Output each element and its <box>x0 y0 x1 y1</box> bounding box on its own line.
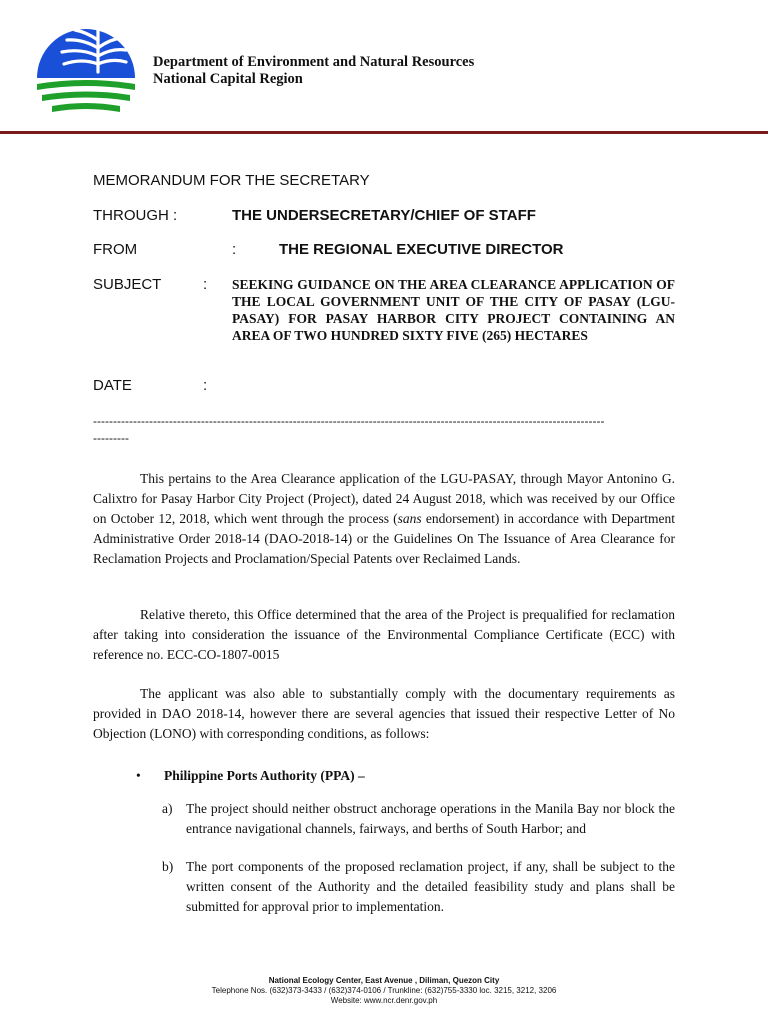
subject-value: SEEKING GUIDANCE ON THE AREA CLEARANCE APPLICATION OF THE LOCAL GOVERNMENT UNIT OF THE CITY OF PASAY (LGU-PASAY) FOR PASAY HARBOR CITY PROJECT CONTAINING AN AREA OF TWO HUNDRED SIXTY FIVE (265) HECTARES <box>232 277 675 343</box>
italic-sans: sans <box>397 511 422 526</box>
org-region: National Capital Region <box>153 71 303 87</box>
footer-phone: Telephone Nos. (632)373-3433 / (632)374-0106 / Trunkline: (632)755-3330 loc. 3215, 3212, 3206 <box>211 986 557 995</box>
from-label: FROM <box>93 241 138 258</box>
paragraph-3: The applicant was also able to substantially comply with the documentary requirements as provided in DAO 2018-14, however there are several agencies that issued their respective Letter of No Objection (LONO) with corresponding conditions, as follows: <box>93 686 675 741</box>
footer-address: National Ecology Center, East Avenue , Diliman, Quezon City <box>268 976 500 985</box>
footer-website: Website: www.ncr.denr.gov.ph <box>330 996 438 1005</box>
from-value: THE REGIONAL EXECUTIVE DIRECTOR <box>279 241 564 258</box>
letterhead <box>153 54 474 88</box>
date-label: DATE <box>93 377 132 394</box>
through-value: THE UNDERSECRETARY/CHIEF OF STAFF <box>232 207 536 224</box>
item-text: The project should neither obstruct anchorage operations in the Manila Bay nor block the entrance navigational channels, fairways, and berths of South Harbor; and <box>186 801 675 836</box>
memo-title: MEMORANDUM FOR THE SECRETARY <box>93 172 370 189</box>
bullet-marker: • <box>136 768 141 783</box>
subject-label: SUBJECT <box>93 276 162 293</box>
org-name: Department of Environment and Natural Resources <box>153 54 475 70</box>
item-text: The port components of the proposed reclamation project, if any, shall be subject to the written consent of the Authority and the detailed feasibility study and plans shall be submitted for approval prior to implementation. <box>186 859 675 914</box>
date-colon: : <box>203 377 208 394</box>
from-colon: : <box>232 241 237 258</box>
subject-colon: : <box>203 276 208 293</box>
denr-logo <box>34 20 138 120</box>
item-marker: b) <box>162 859 174 874</box>
condition-a <box>162 799 675 839</box>
item-marker: a) <box>162 801 173 816</box>
bullet-ppa <box>136 768 365 784</box>
through-label: THROUGH : <box>93 207 178 224</box>
separator-line-continued: --------- <box>93 431 129 445</box>
header-divider <box>0 131 768 134</box>
paragraph-1: This pertains to the Area Clearance application of the LGU-PASAY, through Mayor Antonino G. Calixtro for Pasay Harbor City Project (Project), dated 24 August 2018, which was received by our Office on October 12, 2018, which went through the process (sans endorsement) in accordance with Department Administrative Order 2018-14 (DAO-2018-14) or the Guidelines On The Issuance of Area Clearance for Reclamation Projects and Proclamation/Special Patents over Reclaimed Lands. <box>93 471 675 566</box>
condition-b <box>162 857 675 917</box>
separator-line: -------------------------------------------------------------------------------------------------------------------------------- <box>93 414 605 428</box>
bullet-label: Philippine Ports Authority (PPA) – <box>164 768 365 783</box>
paragraph-2: Relative thereto, this Office determined that the area of the Project is prequalified for reclamation after taking into consideration the issuance of the Environmental Compliance Certificate (ECC) with reference no. ECC-CO-1807-0015 <box>93 607 675 662</box>
